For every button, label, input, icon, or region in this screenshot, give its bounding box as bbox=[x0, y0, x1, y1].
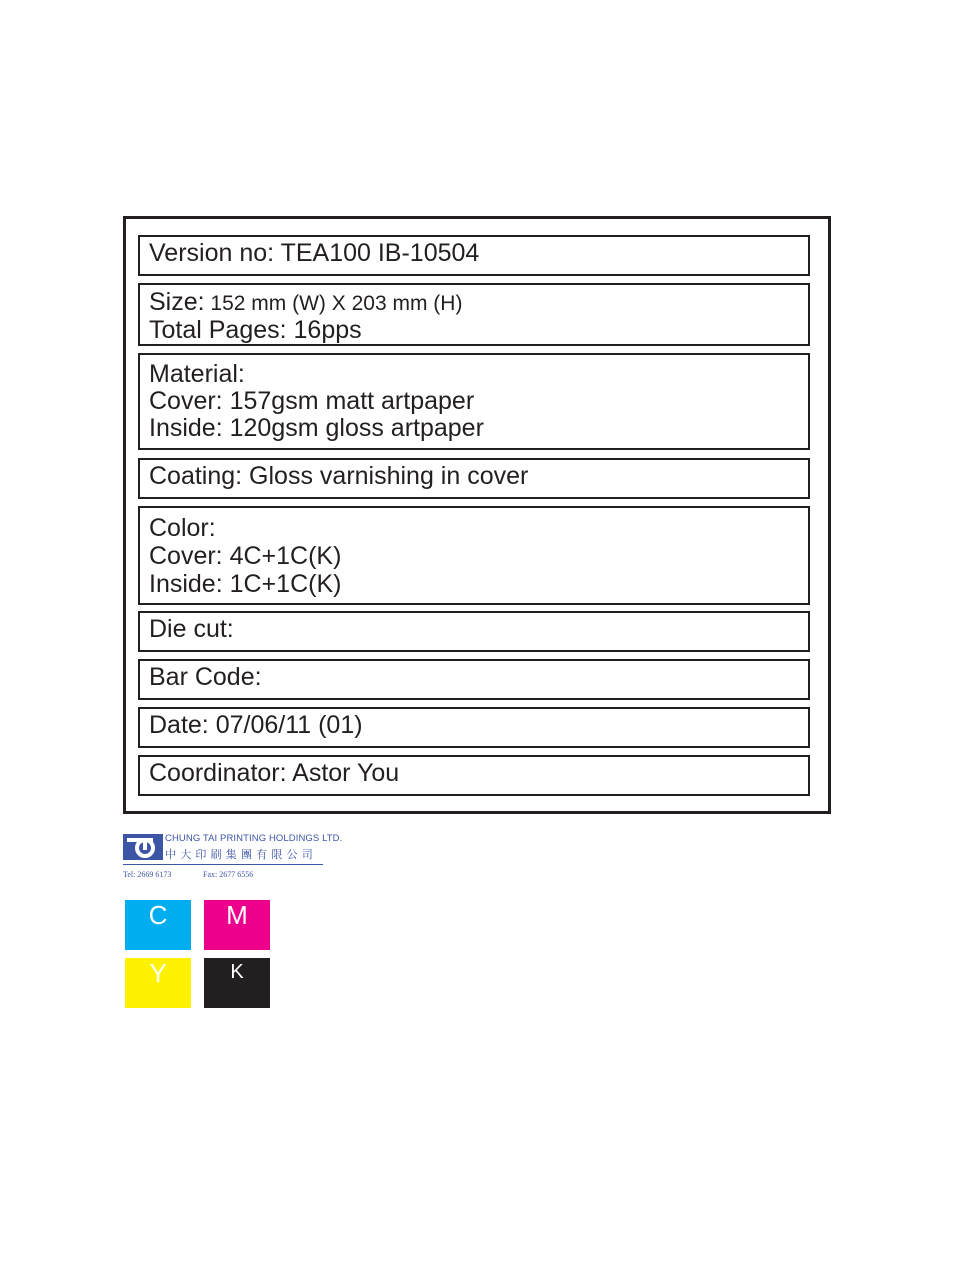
swatch-cyan bbox=[125, 900, 191, 950]
material-inside: Inside: 120gsm gloss artpaper bbox=[149, 414, 484, 442]
size-line bbox=[149, 289, 808, 317]
company-name-en: CHUNG TAI PRINTING HOLDINGS LTD. bbox=[165, 833, 343, 844]
color-cover: Cover: 4C+1C(K) bbox=[149, 542, 342, 570]
logo-divider bbox=[123, 864, 323, 865]
color-title: Color: bbox=[149, 514, 216, 542]
swatch-magenta bbox=[204, 900, 270, 950]
color-row bbox=[138, 506, 810, 605]
version-text: Version no: TEA100 IB-10504 bbox=[149, 239, 480, 267]
swatch-yellow-label: Y bbox=[149, 958, 167, 988]
material-row bbox=[138, 353, 810, 450]
company-fax: Fax: 2677 6556 bbox=[203, 870, 254, 879]
size-value: 152 mm (W) X 203 mm (H) bbox=[204, 292, 463, 315]
bar-code-text: Bar Code: bbox=[149, 663, 262, 691]
total-pages-text: Total Pages: 16pps bbox=[149, 316, 362, 344]
version-row bbox=[138, 235, 810, 276]
swatch-cyan-label: C bbox=[148, 900, 168, 930]
company-logo bbox=[123, 833, 343, 883]
swatch-magenta-label: M bbox=[226, 900, 248, 930]
company-name-cn: 中大印刷集團有限公司 bbox=[165, 849, 317, 861]
coordinator-text: Coordinator: Astor You bbox=[149, 759, 400, 787]
swatch-yellow bbox=[125, 958, 191, 1008]
color-inside: Inside: 1C+1C(K) bbox=[149, 570, 342, 598]
spec-frame bbox=[123, 216, 831, 814]
company-tel: Tel: 2669 6173 bbox=[123, 870, 172, 879]
date-row bbox=[138, 707, 810, 748]
swatch-black-label: K bbox=[230, 961, 244, 983]
size-label: Size: bbox=[149, 288, 205, 316]
die-cut-text: Die cut: bbox=[149, 615, 234, 643]
coordinator-row bbox=[138, 755, 810, 796]
coating-row bbox=[138, 458, 810, 499]
company-logo-mark-icon bbox=[123, 834, 163, 860]
die-cut-row bbox=[138, 611, 810, 652]
material-cover: Cover: 157gsm matt artpaper bbox=[149, 387, 475, 415]
swatch-black bbox=[204, 958, 270, 1008]
coating-text: Coating: Gloss varnishing in cover bbox=[149, 462, 529, 490]
size-row bbox=[138, 283, 810, 346]
date-text: Date: 07/06/11 (01) bbox=[149, 711, 363, 739]
material-title: Material: bbox=[149, 360, 245, 388]
bar-code-row bbox=[138, 659, 810, 700]
